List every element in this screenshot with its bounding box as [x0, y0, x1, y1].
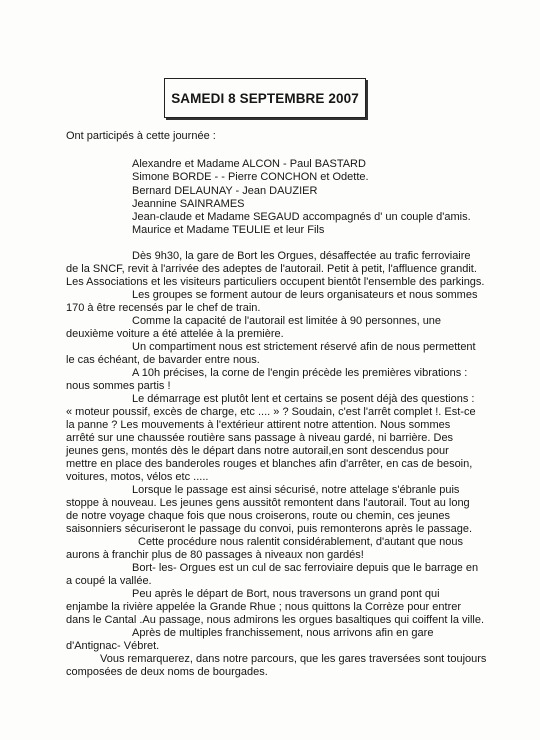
- text-line: Les groupes se forment autour de leurs organisateurs et nous sommes: [132, 289, 478, 301]
- text-line: nous sommes partis !: [66, 380, 171, 392]
- text-line: stoppe à nouveau. Les jeunes gens aussitôt remontent dans l'autorail. Tout au long: [66, 497, 470, 509]
- text-line: Un compartiment nous est strictement réservé afin de nous permettent: [132, 341, 476, 353]
- intro-text: Ont participés à cette journée :: [66, 130, 216, 142]
- text-line: dans le Cantal .Au passage, nous admirons les orgues basaltiques qui coiffent la ville.: [66, 614, 485, 626]
- text-line: Cette procédure nous ralentit considérablement, d'autant que nous: [138, 536, 463, 548]
- page-title: SAMEDI 8 SEPTEMBRE 2007: [164, 78, 366, 118]
- text-line: composées de deux noms de bourgades.: [66, 666, 268, 678]
- text-line: saisonniers sécuriseront le passage du convoi, puis remonterons après le passage.: [66, 523, 473, 535]
- participant-line: Alexandre et Madame ALCON - Paul BASTARD: [132, 158, 366, 170]
- text-line: Les Associations et les visiteurs particuliers occupent bientôt l'ensemble des parkings.: [66, 276, 485, 288]
- text-line: deuxième voiture a été attelée à la première.: [66, 328, 284, 340]
- participant-line: Simone BORDE - - Pierre CONCHON et Odette.: [132, 171, 369, 184]
- text-line: aurons à franchir plus de 80 passages à niveaux non gardés!: [66, 549, 364, 561]
- text-line: Bort- les- Orgues est un cul de sac ferroviaire depuis que le barrage en: [132, 562, 479, 574]
- text-line: voitures, motos, vélos etc .....: [66, 471, 209, 483]
- participant-line: Maurice et Madame TEULIE et leur Fils: [132, 224, 325, 237]
- text-line: 170 à être recensés par le chef de train.: [66, 302, 261, 314]
- text-line: mettre en place des banderoles rouges et blanches afin d'arrêter, en cas de besoin,: [66, 458, 473, 470]
- text-line: arrêté sur une chaussée routière sans passage à niveau gardé, ni barrière. Des: [66, 432, 454, 444]
- text-line: Après de multiples franchissement, nous arrivons afin en gare: [132, 627, 434, 639]
- participant-line: Bernard DELAUNAY - Jean DAUZIER: [132, 184, 318, 197]
- participant-line: Jean-claude et Madame SEGAUD accompagnés d' un couple d'amis.: [132, 211, 471, 224]
- text-line: enjambe la rivière appelée la Grande Rhue ; nous quittons la Corrèze pour entrer: [66, 601, 462, 613]
- text-line: Le démarrage est plutôt lent et certains se posent déjà des questions :: [132, 393, 475, 405]
- text-line: le cas échéant, de bavarder entre nous.: [66, 354, 260, 366]
- text-line: jeunes gens, montés dès le départ dans notre autorail,en sont descendus pour: [66, 445, 449, 457]
- text-line: « moteur poussif, excès de charge, etc .... » ? Soudain, c'est l'arrêt complet !. Est-ce: [66, 406, 476, 418]
- text-line: a coupé la vallée.: [66, 575, 152, 587]
- body-text: [66, 250, 487, 679]
- text-line: Vous remarquerez, dans notre parcours, que les gares traversées sont toujours: [100, 653, 487, 665]
- text-line: Comme la capacité de l'autorail est limitée à 90 personnes, une: [132, 315, 442, 327]
- text-line: Dès 9h30, la gare de Bort les Orgues, désaffectée au trafic ferroviaire: [132, 250, 471, 262]
- text-line: A 10h précises, la corne de l'engin précède les premières vibrations :: [132, 367, 468, 379]
- text-line: Peu après le départ de Bort, nous traversons un grand pont qui: [132, 588, 440, 600]
- text-line: la panne ? Les mouvements à l'extérieur attirent notre attention. Nous sommes: [66, 419, 451, 431]
- participants-list: [132, 158, 471, 238]
- text-line: de la SNCF, revit à l'arrivée des adeptes de l'autorail. Petit à petit, l'affluence grandit.: [66, 263, 477, 275]
- text-line: de notre voyage chaque fois que nous croiserons, route ou chemin, ces jeunes: [66, 510, 451, 522]
- participant-line: Jeannine SAINRAMES: [132, 197, 245, 210]
- text-line: d'Antignac- Vébret.: [66, 640, 160, 652]
- text-line: Lorsque le passage est ainsi sécurisé, notre attelage s'ébranle puis: [132, 484, 460, 496]
